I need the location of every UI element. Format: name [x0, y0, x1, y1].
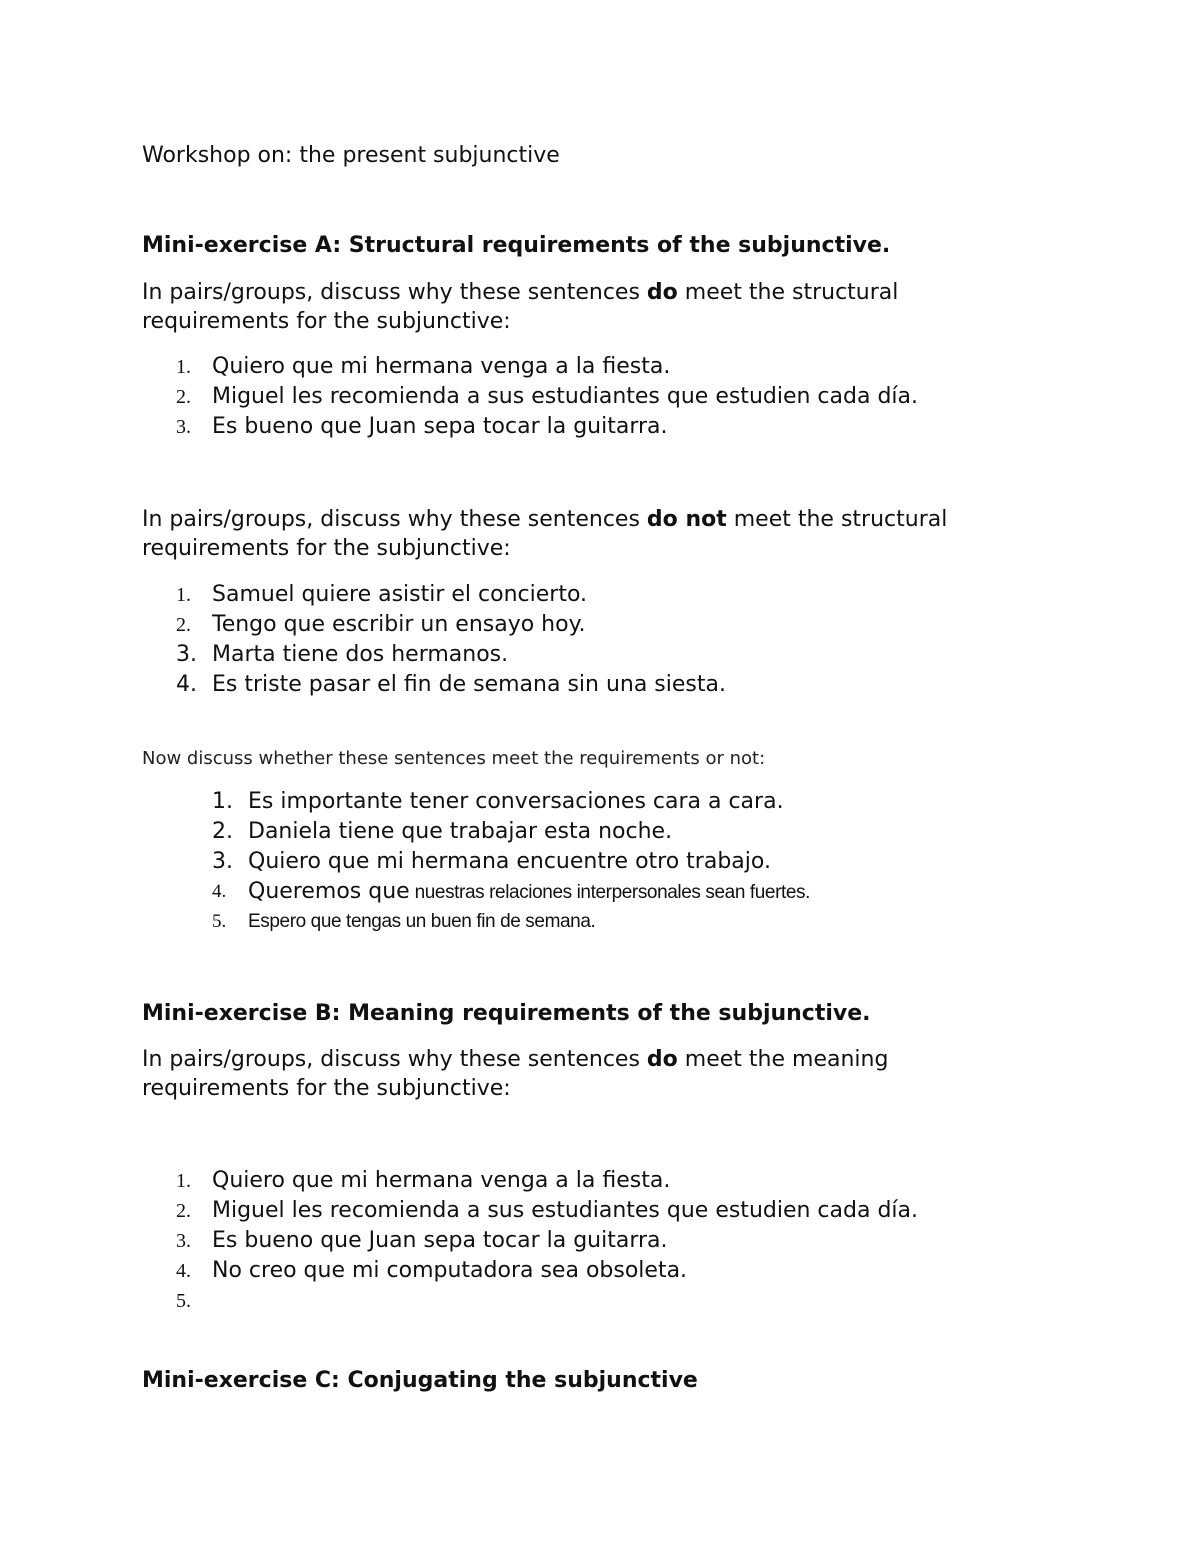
list-number: 4. — [176, 1260, 191, 1282]
exercise-a-do-prompt — [142, 278, 1042, 336]
list-number: 1. — [212, 789, 233, 814]
list-item-text: Quiero que mi hermana encuentre otro trabajo. — [248, 849, 771, 874]
list-number: 5. — [176, 1290, 191, 1312]
list-item-text — [248, 877, 810, 908]
prompt-emphasis: do — [646, 280, 678, 305]
list-item-text: Marta tiene dos hermanos. — [212, 642, 509, 667]
prompt-emphasis: do not — [646, 507, 727, 532]
prompt-text: In pairs/groups, discuss why these sentences — [142, 507, 647, 532]
list-number: 3. — [176, 416, 191, 438]
prompt-text: meet the structural requirements for the subjunctive: — [142, 507, 948, 561]
list-number: 2. — [176, 1200, 191, 1222]
list-number: 4. — [212, 881, 227, 902]
list-number: 2. — [176, 614, 191, 636]
exercise-a-heading: Mini-exercise A: Structural requirements of the subjunctive. — [142, 233, 891, 258]
prompt-text: In pairs/groups, discuss why these sentences — [142, 1047, 647, 1072]
list-item-text: Miguel les recomienda a sus estudiantes que estudien cada día. — [212, 384, 918, 409]
list-item-text: Samuel quiere asistir el concierto. — [212, 582, 588, 607]
list-number: 2. — [212, 819, 233, 844]
list-item-text: Tengo que escribir un ensayo hoy. — [212, 612, 586, 637]
exercise-a-mixed-prompt: Now discuss whether these sentences meet the requirements or not: — [142, 748, 766, 769]
list-number: 1. — [176, 584, 191, 606]
list-item-text: Es triste pasar el fin de semana sin una siesta. — [212, 672, 726, 697]
exercise-b-heading: Mini-exercise B: Meaning requirements of the subjunctive. — [142, 1001, 871, 1026]
list-item-text: Quiero que mi hermana venga a la fiesta. — [212, 1168, 671, 1193]
list-number: 2. — [176, 386, 191, 408]
list-item-text: Quiero que mi hermana venga a la fiesta. — [212, 354, 671, 379]
exercise-a-do-not-prompt — [142, 505, 1042, 563]
list-item-text: Es bueno que Juan sepa tocar la guitarra. — [212, 1228, 668, 1253]
prompt-text: meet the structural requirements for the subjunctive: — [142, 280, 899, 334]
prompt-emphasis: do — [646, 1047, 678, 1072]
document-title: Workshop on: the present subjunctive — [142, 143, 560, 168]
list-item-rest: nuestras relaciones interpersonales sean fuertes. — [409, 882, 811, 903]
list-item-text: Miguel les recomienda a sus estudiantes que estudien cada día. — [212, 1198, 918, 1223]
list-item-text: Espero que tengas un buen fin de semana. — [248, 911, 596, 932]
list-number: 3. — [176, 642, 197, 667]
exercise-b-prompt — [142, 1045, 1042, 1103]
list-number: 3. — [176, 1230, 191, 1252]
list-item-text: Es importante tener conversaciones cara a cara. — [248, 789, 784, 814]
list-number: 3. — [212, 849, 233, 874]
list-item-text: Es bueno que Juan sepa tocar la guitarra. — [212, 414, 668, 439]
list-item-lead: Queremos que — [248, 879, 410, 904]
list-number: 1. — [176, 356, 191, 378]
list-number: 5. — [212, 911, 227, 932]
exercise-c-heading: Mini-exercise C: Conjugating the subjunctive — [142, 1368, 698, 1393]
list-item-text: No creo que mi computadora sea obsoleta. — [212, 1258, 688, 1283]
prompt-text: meet the meaning requirements for the subjunctive: — [142, 1047, 889, 1101]
list-number: 1. — [176, 1170, 191, 1192]
list-number: 4. — [176, 672, 197, 697]
list-item-text: Daniela tiene que trabajar esta noche. — [248, 819, 673, 844]
prompt-text: In pairs/groups, discuss why these sentences — [142, 280, 647, 305]
